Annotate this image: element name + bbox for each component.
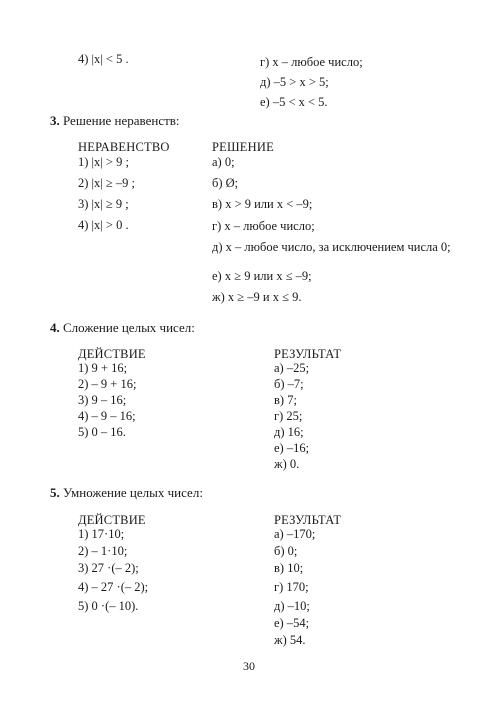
list-item: б) Ø; bbox=[212, 176, 239, 190]
list-item: а) –170; bbox=[274, 527, 316, 541]
section-title-text: Решение неравенств: bbox=[63, 113, 180, 128]
page-number: 30 bbox=[243, 659, 255, 673]
column-header-left: НЕРАВЕНСТВО bbox=[78, 140, 170, 154]
section-title-text: Умножение целых чисел: bbox=[63, 485, 203, 500]
section-number: 5. bbox=[50, 485, 60, 500]
list-item: в) x > 9 или x < –9; bbox=[212, 197, 313, 211]
section-title bbox=[50, 114, 180, 128]
section-title bbox=[50, 321, 195, 335]
list-item: 5) 0 – 16. bbox=[78, 425, 126, 439]
list-item: 3) |x| ≥ 9 ; bbox=[78, 197, 129, 211]
list-item: 4) – 27 ·(– 2); bbox=[78, 580, 149, 594]
list-item: ж) 54. bbox=[274, 633, 306, 647]
list-item: д) –10; bbox=[274, 599, 310, 613]
top-left-item: 4) |x| < 5 . bbox=[78, 52, 129, 66]
list-item: 2) – 9 + 16; bbox=[78, 377, 137, 391]
list-item: б) 0; bbox=[274, 544, 298, 558]
list-item: 2) – 1·10; bbox=[78, 544, 128, 558]
list-item: ж) x ≥ –9 и x ≤ 9. bbox=[212, 290, 302, 304]
list-item: д) 16; bbox=[274, 425, 304, 439]
column-header-right: РЕЗУЛЬТАТ bbox=[274, 513, 342, 527]
top-right-item: е) –5 < x < 5. bbox=[260, 95, 328, 109]
list-item: в) 10; bbox=[274, 561, 304, 575]
list-item: 2) |x| ≥ –9 ; bbox=[78, 176, 136, 190]
section-number: 3. bbox=[50, 113, 60, 128]
list-item: 5) 0 ·(– 10). bbox=[78, 599, 139, 613]
list-item: г) 25; bbox=[274, 409, 303, 423]
list-item: д) x – любое число, за исключением числа 0; bbox=[212, 240, 451, 254]
section-title bbox=[50, 486, 203, 500]
list-item: 4) |x| > 0 . bbox=[78, 218, 129, 232]
list-item: 3) 9 – 16; bbox=[78, 393, 127, 407]
list-item: г) x – любое число; bbox=[212, 219, 315, 233]
list-item: е) x ≥ 9 или x ≤ –9; bbox=[212, 269, 312, 283]
top-right-item: г) x – любое число; bbox=[260, 55, 363, 69]
list-item: е) –16; bbox=[274, 441, 310, 455]
list-item: 1) 17·10; bbox=[78, 527, 125, 541]
list-item: а) 0; bbox=[212, 155, 235, 169]
column-header-left: ДЕЙСТВИЕ bbox=[78, 347, 146, 361]
section-number: 4. bbox=[50, 320, 60, 335]
list-item: а) –25; bbox=[274, 361, 310, 375]
list-item: 1) |x| > 9 ; bbox=[78, 155, 129, 169]
list-item: б) –7; bbox=[274, 377, 304, 391]
top-right-item: д) –5 > x > 5; bbox=[260, 75, 329, 89]
list-item: в) 7; bbox=[274, 393, 297, 407]
list-item: 1) 9 + 16; bbox=[78, 361, 128, 375]
list-item: г) 170; bbox=[274, 580, 309, 594]
list-item: ж) 0. bbox=[274, 457, 300, 471]
list-item: 4) – 9 – 16; bbox=[78, 409, 136, 423]
column-header-right: РЕЗУЛЬТАТ bbox=[274, 347, 342, 361]
list-item: е) –54; bbox=[274, 616, 310, 630]
column-header-right: РЕШЕНИЕ bbox=[212, 140, 274, 154]
section-title-text: Сложение целых чисел: bbox=[63, 320, 195, 335]
list-item: 3) 27 ·(– 2); bbox=[78, 561, 139, 575]
column-header-left: ДЕЙСТВИЕ bbox=[78, 513, 146, 527]
